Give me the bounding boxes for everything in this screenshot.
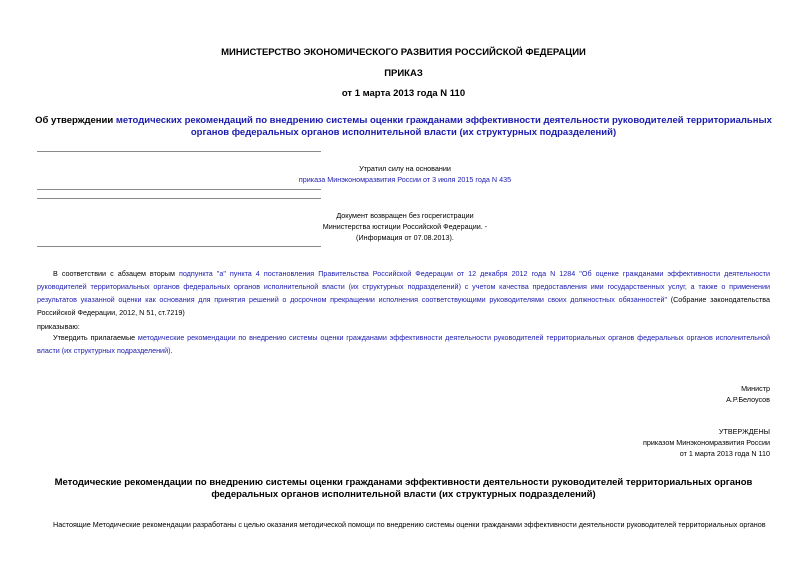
- order-text-end: .: [170, 346, 173, 355]
- approval-block: [520, 426, 770, 459]
- order-paragraph: [37, 331, 770, 357]
- order-title: [30, 115, 777, 139]
- order-link[interactable]: методические рекомендации по внедрению системы оценки гражданами эффективности деятельности руководителей территориальных органов федеральных органов исполнительной власти (их структурных подразделений): [37, 333, 770, 355]
- returned-note-line-3: (Информация от 07.08.2013).: [356, 233, 454, 242]
- preamble-link[interactable]: подпункта "а" пункта 4 постановления Правительства Российской Федерации от 12 декабря 2012 года N 1284 "Об оценке гражданами эффективности деятельности руководителей территориальных органов федеральных органов исполнительной власти (их структурных подразделений) с учетом качества предоставления ими государственных услуг, а также о применении результатов указанной оценки как основания для принятия решений о досрочном прекращении исполнения соответствующими руководителями своих должностных обязанностей": [37, 269, 770, 304]
- returned-note: [230, 210, 580, 243]
- doc-date-heading: от 1 марта 2013 года N 110: [341, 88, 466, 99]
- ministry-heading: МИНИСТЕРСТВО ЭКОНОМИЧЕСКОГО РАЗВИТИЯ РОССИЙСКОЙ ФЕДЕРАЦИИ: [221, 47, 586, 58]
- title-link[interactable]: методических рекомендаций по внедрению системы оценки гражданами эффективности деятельности руководителей территориальных органов федеральных органов исполнительной власти (их структурных подразделений): [115, 115, 772, 138]
- preamble-paragraph: [37, 267, 770, 319]
- appendix-title: Методические рекомендации по внедрению системы оценки гражданами эффективности деятельности руководителей территориальных органов федеральных органов исполнительной власти (их структурных подразделений): [54, 477, 753, 500]
- returned-note-line-2: Министерства юстиции Российской Федерации. -: [322, 222, 488, 231]
- title-prefix: Об утверждении: [35, 115, 116, 126]
- expired-note-text: Утратил силу на основании: [359, 164, 451, 173]
- divider: [37, 151, 321, 152]
- divider: [37, 246, 321, 247]
- minister-name: А.Р.Белоусов: [726, 395, 770, 404]
- expired-note: [230, 163, 580, 185]
- expired-note-link[interactable]: приказа Минэкономразвития России от 3 июля 2015 года N 435: [298, 175, 512, 184]
- doc-type-heading: ПРИКАЗ: [384, 68, 423, 79]
- order-text: Утвердить прилагаемые: [53, 333, 138, 342]
- approval-line-3: от 1 марта 2013 года N 110: [679, 449, 770, 458]
- signature-block: [560, 383, 770, 405]
- divider: [37, 198, 321, 199]
- approval-line-1: УТВЕРЖДЕНЫ: [718, 427, 770, 436]
- returned-note-line-1: Документ возвращен без госрегистрации: [336, 211, 474, 220]
- preamble-text: В соответствии с абзацем вторым: [53, 269, 179, 278]
- preamble-source: (Собрание законодательства Российской Федерации, 2012, N 51, ст.7219): [37, 295, 770, 317]
- divider: [37, 189, 321, 190]
- minister-position: Министр: [741, 384, 770, 393]
- appendix-intro: Настоящие Методические рекомендации разработаны с целью оказания методической помощи по внедрению системы оценки гражданами эффективности деятельности руководителей территориальных органов: [53, 520, 766, 529]
- approval-line-2: приказом Минэкономразвития России: [643, 438, 770, 447]
- order-label: приказываю:: [37, 322, 80, 331]
